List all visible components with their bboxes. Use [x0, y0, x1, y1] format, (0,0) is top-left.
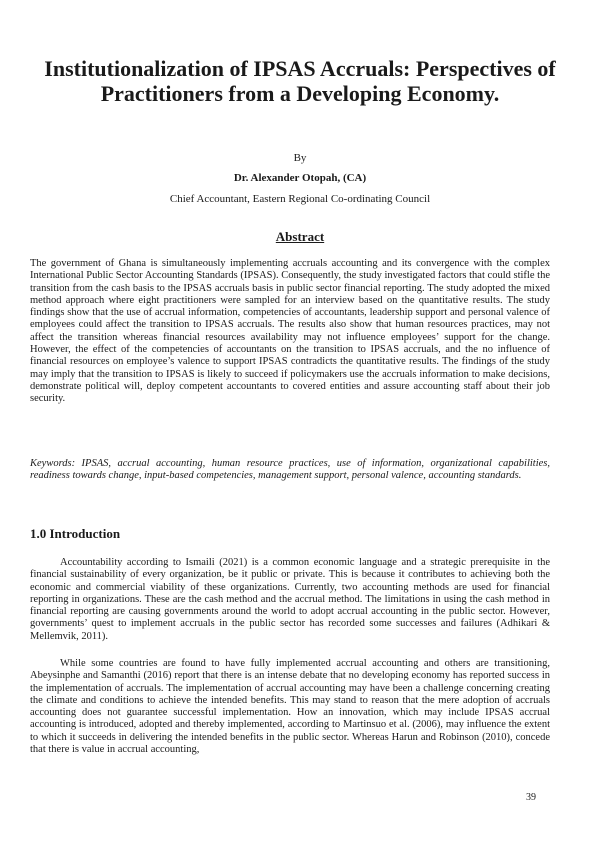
intro-paragraph-1: Accountability according to Ismaili (2021) is a common economic language and a strategic prerequisite in the financial sustainability of every organization, be it public or private. This is because it contributes to achieving both the economic and commercial viability of these organizations. Currently, two accounting methods are used for financial reporting in organizations. These are the cash method and the accrual method. The limitations in using the cash method in financial reporting are causing governments around the world to adopt accrual accounting in the public sector. However, governments’ quest to implement accruals in the public sector has recorded some successes and failures (Adhikari & Mellemvik, 2011).	[30, 557, 550, 642]
keywords: Keywords: IPSAS, accrual accounting, human resource practices, use of information, organizational capabilities, readiness towards change, input-based competencies, management support, personal valence, accounting standards.	[30, 458, 550, 482]
section-heading-introduction: 1.0 Introduction	[30, 526, 121, 541]
abstract-heading: Abstract	[275, 229, 325, 244]
abstract-text: The government of Ghana is simultaneously implementing accruals accounting and its convergence with the complex International Public Sector Accounting Standards (IPSAS). Consequently, the study investigated factors that could stifle the transition from the cash basis to the IPSAS accruals basis in public sector financial reporting. The study adopted the mixed method approach where eight practitioners were sampled for an interview based on the quantitative results. The study findings show that the use of accrual information, competencies of accountants, leadership support and personal valence of employees could affect the transition to IPSAS accruals. The results also show that human resources practices, may not affect the transition whereas financial resources availability may not influence employees’ support for the change. However, the effect of the competencies of accountants on the transition to IPSAS accruals, and the no influence of financial resources on employee’s valence to support IPSAS contradicts the quantitative results. The findings of the study may imply that the transition to IPSAS is likely to succeed if policymakers use the accruals information to make decisions, demonstrate political will, deploy competent accountants to covered entities and assure accounting staff about their job security.	[30, 258, 550, 405]
intro-paragraph-2: While some countries are found to have fully implemented accrual accounting and others are transitioning, Abeysinphe and Samanthi (2016) report that there is an intense debate that no developing economy has reported success in the implementation of accruals. The implementation of accrual accounting may have been a challenge concerning creating the climate and conditions to achieve the intended benefits. This may stand to reason that the mere adoption of accruals accounting does not guarantee successful implementation. How an innovation, which may include IPSAS accrual accounting is introduced, adopted and thereby implemented, according to Martinsuo et al. (2006), may influence the extent to which it succeeds in delivering the intended benefits in the public sector. Whereas Harun and Robinson (2010), concede that there is value in accrual accounting,	[30, 658, 550, 756]
author-name: Dr. Alexander Otopah, (CA)	[233, 172, 367, 184]
page-number: 39	[526, 792, 536, 803]
by-label: By	[293, 152, 307, 164]
paper-title: Institutionalization of IPSAS Accruals: Perspectives of Practitioners from a Developing Economy.	[44, 56, 556, 106]
author-affiliation: Chief Accountant, Eastern Regional Co-ordinating Council	[169, 193, 431, 205]
